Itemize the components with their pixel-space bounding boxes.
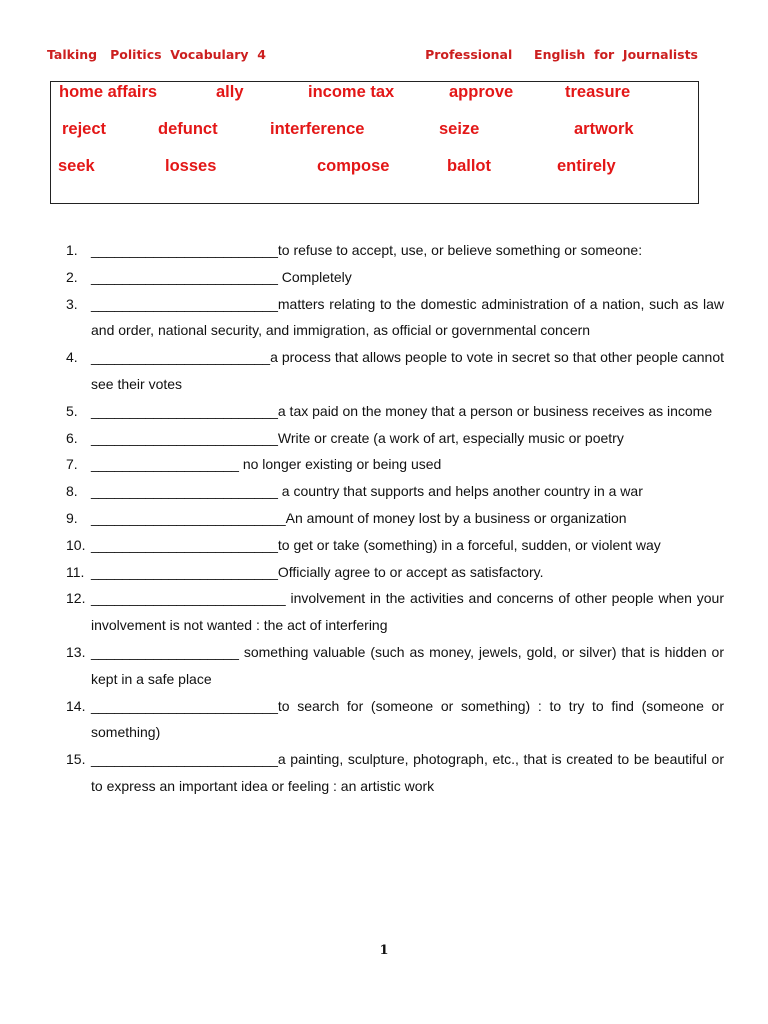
list-item (46, 585, 724, 639)
word-bank-item: ballot (447, 157, 491, 175)
definition-text: something valuable (such as money, jewels, gold, or silver) that is hidden or kept in a safe place (91, 643, 724, 687)
answer-blank[interactable]: ________________________ (91, 402, 278, 419)
item-number: 6. (66, 429, 78, 446)
word-bank-item: reject (62, 120, 107, 138)
item-number: 7. (66, 456, 78, 473)
word-bank (50, 81, 699, 204)
answer-blank[interactable]: ________________________ (91, 483, 282, 500)
item-number: 2. (66, 268, 78, 285)
item-number: 11. (66, 563, 85, 580)
page-number: 1 (379, 943, 389, 958)
list-item (46, 398, 724, 425)
definition-text: Completely (281, 268, 352, 285)
list-item (46, 237, 724, 264)
item-number: 12. (66, 590, 86, 607)
item-number: 4. (66, 349, 78, 366)
answer-blank[interactable]: ________________________ (91, 268, 282, 285)
word-bank-item: interference (270, 120, 365, 138)
definition-text: a painting, sculpture, photograph, etc., that is created to be beautiful or to express an important idea or feeling : an artistic work (91, 751, 724, 794)
list-item (46, 425, 724, 452)
answer-blank[interactable]: ________________________ (91, 536, 278, 553)
word-bank-item: entirely (557, 157, 616, 175)
list-item (46, 559, 724, 586)
item-number: 14. (66, 697, 86, 714)
worksheet-title: Talking Politics Vocabulary 4 (47, 47, 266, 62)
exercise-list (46, 237, 724, 800)
answer-blank[interactable]: ________________________ (91, 242, 278, 258)
item-number: 5. (66, 402, 78, 419)
definition-text: a process that allows people to vote in secret so that other people cannot see their votes (91, 349, 724, 392)
definition-text: a country that supports and helps another country in a war (281, 483, 643, 500)
list-item (46, 532, 724, 559)
definition-text: no longer existing or being used (242, 456, 442, 473)
definition-text: to search for (someone or something) : to try to find (someone or something) (91, 697, 724, 741)
definition-text: Write or create (a work of art, especially music or poetry (277, 429, 624, 446)
word-bank-item: income tax (308, 83, 395, 101)
answer-blank[interactable]: ________________________ (91, 295, 278, 312)
answer-blank[interactable]: ________________________ (91, 563, 278, 580)
word-bank-item: losses (165, 157, 217, 175)
word-bank-item: defunct (158, 120, 218, 138)
word-bank-item: approve (449, 83, 514, 101)
word-bank-item: treasure (565, 83, 631, 101)
list-item (46, 478, 724, 505)
answer-blank[interactable]: ________________________ (91, 429, 278, 446)
definition-text: to get or take (something) in a forceful, sudden, or violent way (277, 536, 661, 553)
list-item (46, 264, 724, 291)
definition-text: Officially agree to or accept as satisfactory. (277, 563, 544, 580)
item-number: 10. (66, 536, 86, 553)
definition-text: a tax paid on the money that a person or business receives as income (277, 402, 713, 419)
list-item (46, 451, 724, 478)
item-number: 1. (66, 242, 78, 258)
answer-blank[interactable]: ________________________ (91, 751, 278, 768)
word-bank-item: ally (216, 83, 244, 101)
answer-blank[interactable]: _________________________ (91, 509, 286, 526)
definition-text: matters relating to the domestic administration of a nation, such as law and order, national security, and immigration, as official or governmental concern (91, 295, 724, 339)
word-bank-item: compose (317, 157, 390, 175)
definition-text: involvement in the activities and concerns of other people when your involvement is not wanted : the act of interfering (91, 590, 724, 634)
word-bank-item: seize (439, 120, 480, 138)
definition-text: An amount of money lost by a business or organization (285, 509, 627, 526)
word-bank-item: artwork (574, 120, 634, 138)
answer-blank[interactable]: ________________________ (91, 697, 278, 714)
list-item (46, 344, 724, 398)
list-item (46, 639, 724, 693)
item-number: 3. (66, 295, 78, 312)
definition-text: to refuse to accept, use, or believe something or someone: (277, 242, 643, 258)
word-bank-item: home affairs (59, 83, 158, 101)
item-number: 13. (66, 643, 86, 660)
answer-blank[interactable]: ___________________ (91, 456, 243, 473)
answer-blank[interactable]: _______________________ (91, 349, 271, 366)
list-item (46, 746, 724, 800)
answer-blank[interactable]: ___________________ (91, 643, 244, 660)
answer-blank[interactable]: _________________________ (91, 590, 291, 607)
word-bank-item: seek (58, 157, 95, 175)
course-title: Professional English for Journalists (425, 47, 698, 62)
list-item (46, 505, 724, 532)
list-item (46, 693, 724, 747)
item-number: 8. (66, 483, 78, 500)
item-number: 15. (66, 751, 86, 768)
item-number: 9. (66, 509, 78, 526)
list-item (46, 291, 724, 345)
